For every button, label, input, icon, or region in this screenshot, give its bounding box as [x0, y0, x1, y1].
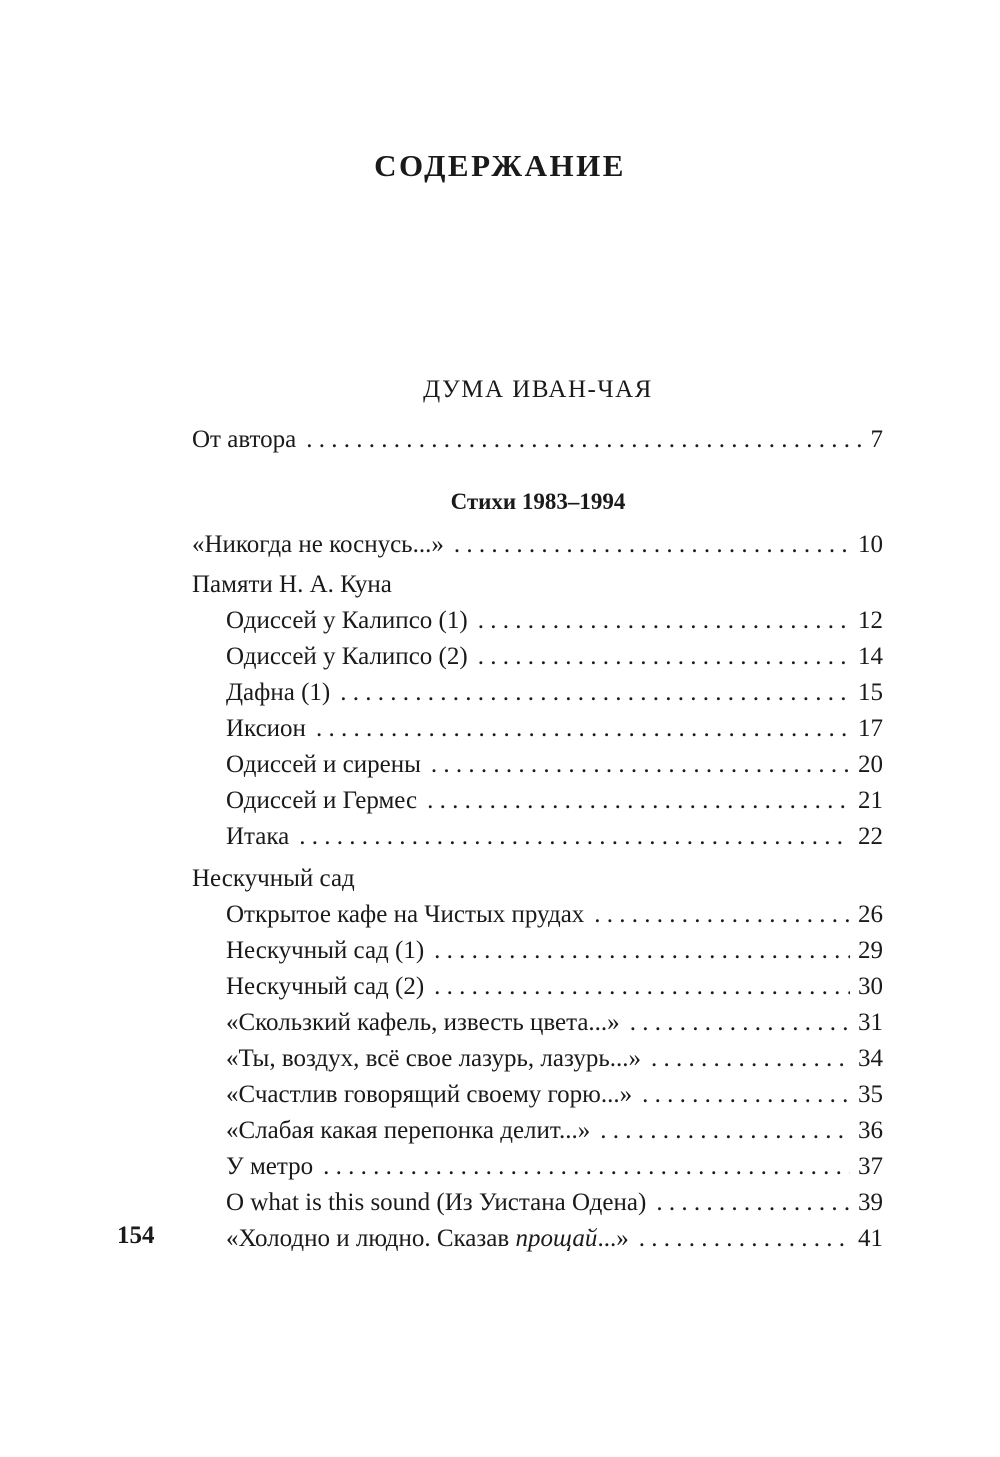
toc-entry-title: Нескучный сад (2) [226, 973, 425, 1000]
dot-leader [323, 1149, 850, 1185]
toc-entry-page: 20 [858, 751, 883, 778]
dot-leader [454, 527, 850, 563]
toc-entry-title: Одиссей и Гермес [226, 787, 418, 814]
toc-entry-title: Иксион [226, 715, 306, 742]
toc-entry-title: «Ты, воздух, всё свое лазурь, лазурь...» [226, 1045, 641, 1072]
dot-leader [431, 747, 850, 783]
toc-entry-page: 14 [858, 643, 883, 670]
toc-entry [192, 1149, 883, 1185]
toc-entry-page: 36 [858, 1117, 883, 1144]
toc-entry [192, 747, 883, 783]
dot-leader [630, 1005, 850, 1041]
toc-entry-title: Нескучный сад (1) [226, 937, 425, 964]
toc-entry [192, 819, 883, 855]
page-title: СОДЕРЖАНИЕ [374, 148, 626, 183]
dot-leader [656, 1185, 850, 1221]
group-heading-garden: Нескучный сад [192, 865, 355, 892]
page-number: 154 [117, 1222, 155, 1249]
dot-leader [434, 969, 850, 1005]
toc-entry-page: 31 [858, 1009, 883, 1036]
toc-entry-title: Открытое кафе на Чистых прудах [226, 901, 585, 928]
title-prefix: «Холодно и людно. Сказав [226, 1225, 516, 1252]
toc-entry-title: O what is this sound (Из Уистана Одена) [226, 1189, 647, 1216]
toc-entry-page: 37 [858, 1153, 883, 1180]
dot-leader [651, 1041, 850, 1077]
dot-leader [478, 639, 850, 675]
toc-entry-page: 39 [858, 1189, 883, 1216]
toc-entry-title: Дафна (1) [226, 679, 331, 706]
toc-entry [192, 1221, 883, 1257]
toc-entry-page: 26 [858, 901, 883, 928]
toc-entry-page: 7 [870, 426, 883, 453]
toc-entry-title: Итака [226, 823, 290, 850]
toc-entry-title: Одиссей и сирены [226, 751, 421, 778]
dot-leader [434, 933, 850, 969]
group-heading-kun: Памяти Н. А. Куна [192, 571, 392, 598]
toc-entry [192, 711, 883, 747]
toc-entry [192, 1005, 883, 1041]
toc-entry-title: У метро [226, 1153, 314, 1180]
toc-entry-page: 21 [858, 787, 883, 814]
dot-leader [340, 675, 850, 711]
toc-entry [192, 969, 883, 1005]
dot-leader [594, 897, 850, 933]
toc-list [192, 527, 883, 1257]
toc-entry [192, 1041, 883, 1077]
toc-entry [192, 527, 883, 563]
toc-intro [192, 422, 883, 458]
toc-entry-page: 10 [858, 531, 883, 558]
toc-entry-title: «Никогда не коснусь...» [192, 531, 444, 558]
dot-leader [316, 711, 850, 747]
dot-leader [478, 603, 850, 639]
toc-entry-title: «Скользкий кафель, известь цвета...» [226, 1009, 620, 1036]
toc-entry-page: 34 [858, 1045, 883, 1072]
toc-entry-page: 29 [858, 937, 883, 964]
toc-entry [192, 639, 883, 675]
toc-entry-page: 17 [858, 715, 883, 742]
toc-entry-title: Одиссей у Калипсо (2) [226, 643, 468, 670]
title-suffix: ...» [597, 1225, 629, 1252]
section-heading: Стихи 1983–1994 [450, 489, 626, 514]
toc-entry-title: «Счастлив говорящий своему горю...» [226, 1081, 633, 1108]
title-italic: прощай [515, 1225, 598, 1252]
toc-entry [192, 933, 883, 969]
toc-entry-title: От автора [192, 426, 297, 453]
toc-entry [192, 603, 883, 639]
toc-entry [192, 1077, 883, 1113]
dot-leader [642, 1077, 850, 1113]
toc-entry [192, 1113, 883, 1149]
toc-entry [192, 675, 883, 711]
toc-entry [192, 897, 883, 933]
toc-entry-page: 12 [858, 607, 883, 634]
dot-leader [306, 422, 862, 458]
toc-entry-page: 30 [858, 973, 883, 1000]
toc-entry [192, 1185, 883, 1221]
toc-entry-page: 41 [858, 1225, 883, 1252]
toc-entry-page: 35 [858, 1081, 883, 1108]
dot-leader [600, 1113, 850, 1149]
toc-entry [192, 422, 883, 458]
toc-entry-page: 22 [858, 823, 883, 850]
toc-entry-title [226, 1221, 629, 1257]
dot-leader [639, 1221, 850, 1257]
toc-entry-page: 15 [858, 679, 883, 706]
toc-entry [192, 783, 883, 819]
part-title: ДУМА ИВАН-ЧАЯ [423, 376, 653, 403]
dot-leader [427, 783, 850, 819]
toc-entry-title: Одиссей у Калипсо (1) [226, 607, 468, 634]
toc-entry-title: «Слабая какая перепонка делит...» [226, 1117, 591, 1144]
dot-leader [299, 819, 850, 855]
